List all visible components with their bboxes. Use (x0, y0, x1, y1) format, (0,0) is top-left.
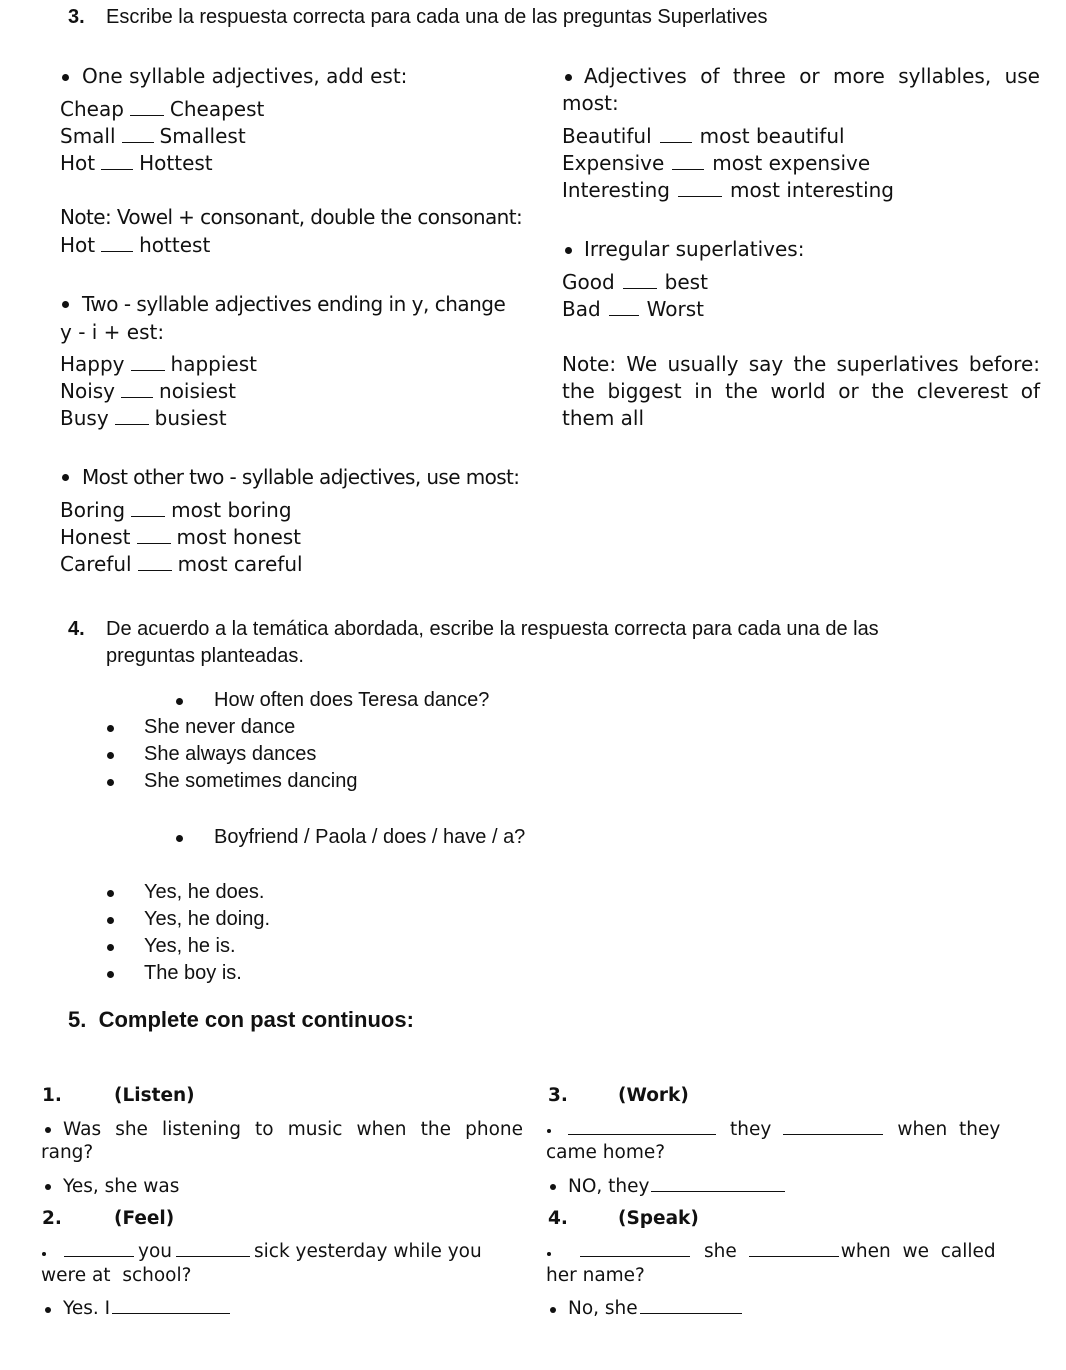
adj-row: Happy happiest (60, 352, 257, 376)
bullet (565, 247, 572, 254)
answer-blank[interactable] (115, 424, 149, 425)
adj-row: Beautiful most beautiful (562, 124, 845, 148)
superlative-note: the biggest in the world or the cleverest of (562, 379, 1040, 403)
item-4-verb: (Speak) (618, 1208, 699, 1229)
item-2-answer: Yes. I (63, 1298, 234, 1319)
answer-blank[interactable] (176, 1256, 250, 1257)
adj-row: Good best (562, 270, 708, 294)
answer-option[interactable]: Yes, he is. (144, 935, 236, 957)
item-2-question-cont: were at school? (41, 1265, 192, 1286)
item-2-number: 2. (42, 1208, 62, 1229)
three-syllable-heading: Adjectives of three or more syllables, use (584, 64, 1040, 88)
bullet (107, 917, 114, 924)
adj-row: Careful most careful (60, 552, 303, 576)
bullet (42, 1252, 46, 1256)
answer-blank[interactable] (121, 397, 153, 398)
adj-row: Hot hottest (60, 233, 211, 257)
bullet (550, 1307, 556, 1313)
answer-blank[interactable] (749, 1256, 839, 1257)
answer-option[interactable]: She always dances (144, 743, 317, 765)
answer-blank[interactable] (609, 315, 639, 316)
s3-title: Escribe la respuesta correcta para cada una de las preguntas Superlatives (106, 6, 768, 28)
adj-row: Busy busiest (60, 406, 227, 430)
bullet (550, 1184, 556, 1190)
answer-blank[interactable] (678, 196, 722, 197)
s4-number: 4. (68, 618, 85, 640)
s5-title: 5. Complete con past continuos: (68, 1007, 414, 1032)
bullet (107, 971, 114, 978)
adj-row: Bad Worst (562, 297, 704, 321)
item-4-answer: No, she (568, 1298, 746, 1319)
adj-row: Honest most honest (60, 525, 302, 549)
bullet (547, 1252, 551, 1256)
bullet (62, 301, 69, 308)
item-4-number: 4. (548, 1208, 568, 1229)
bullet (107, 890, 114, 897)
item-1-question-cont: rang? (41, 1142, 94, 1163)
bullet (176, 698, 183, 705)
item-3-question-cont: came home? (546, 1142, 666, 1163)
item-1-verb: (Listen) (114, 1085, 195, 1106)
s4-title: De acuerdo a la temática abordada, escribe la respuesta correcta para cada una de las (106, 618, 879, 640)
answer-blank[interactable] (130, 115, 164, 116)
bullet (107, 944, 114, 951)
s3-number: 3. (68, 6, 85, 28)
answer-option[interactable]: She never dance (144, 716, 296, 738)
bullet (107, 779, 114, 786)
three-syllable-heading-cont: most: (562, 91, 619, 115)
answer-blank[interactable] (660, 142, 692, 143)
question-2: Boyfriend / Paola / does / have / a? (214, 826, 526, 848)
superlative-note: them all (562, 406, 645, 430)
item-3-verb: (Work) (618, 1085, 689, 1106)
adj-row: Expensive most expensive (562, 151, 871, 175)
answer-option[interactable]: Yes, he does. (144, 881, 265, 903)
answer-blank[interactable] (122, 142, 154, 143)
item-1-question: Was she listening to music when the phone (63, 1119, 523, 1140)
answer-blank[interactable] (101, 169, 133, 170)
irregular-heading: Irregular superlatives: (584, 237, 805, 261)
bullet (45, 1307, 51, 1313)
answer-blank[interactable] (138, 570, 172, 571)
answer-blank[interactable] (101, 251, 133, 252)
answer-option[interactable]: The boy is. (144, 962, 242, 984)
item-1-number: 1. (42, 1085, 62, 1106)
bullet (62, 74, 69, 81)
two-syllable-y-heading-cont: y - i + est: (60, 320, 165, 344)
adj-row: Cheap Cheapest (60, 97, 265, 121)
bullet (107, 725, 114, 732)
item-2-verb: (Feel) (114, 1208, 175, 1229)
answer-blank[interactable] (64, 1256, 134, 1257)
answer-blank[interactable] (131, 370, 165, 371)
answer-blank[interactable] (783, 1134, 883, 1135)
item-4-question: she when we called (580, 1241, 996, 1262)
adj-row: Interesting most interesting (562, 178, 894, 202)
answer-option[interactable]: Yes, he doing. (144, 908, 271, 930)
adj-row: Hot Hottest (60, 151, 213, 175)
bullet (45, 1127, 51, 1133)
bullet (176, 835, 183, 842)
question-1: How often does Teresa dance? (214, 689, 490, 711)
answer-blank[interactable] (651, 1191, 785, 1192)
bullet (45, 1184, 51, 1190)
answer-blank[interactable] (112, 1313, 230, 1314)
two-syllable-y-heading: Two - syllable adjectives ending in y, change (82, 292, 506, 316)
superlative-note: Note: We usually say the superlatives before: (562, 352, 1040, 376)
vowel-consonant-note: Note: Vowel + consonant, double the consonant: (60, 205, 523, 229)
bullet (62, 474, 69, 481)
s4-title-cont: preguntas planteadas. (106, 645, 304, 667)
bullet (107, 752, 114, 759)
answer-blank[interactable] (131, 516, 165, 517)
bullet (547, 1129, 551, 1133)
item-4-question-cont: her name? (546, 1265, 645, 1286)
answer-blank[interactable] (672, 169, 704, 170)
answer-option[interactable]: She sometimes dancing (144, 770, 358, 792)
answer-blank[interactable] (568, 1134, 716, 1135)
answer-blank[interactable] (623, 288, 657, 289)
other-two-syllable-heading: Most other two - syllable adjectives, use most: (82, 465, 520, 489)
answer-blank[interactable] (580, 1256, 690, 1257)
item-2-question: you sick yesterday while you (64, 1241, 482, 1262)
item-3-question: they when they (568, 1119, 1028, 1140)
item-3-answer: NO, they (568, 1176, 789, 1197)
adj-row: Small Smallest (60, 124, 246, 148)
adj-row: Noisy noisiest (60, 379, 237, 403)
bullet (565, 74, 572, 81)
one-syllable-heading: One syllable adjectives, add est: (82, 64, 408, 88)
answer-blank[interactable] (640, 1313, 742, 1314)
answer-blank[interactable] (137, 543, 171, 544)
item-3-number: 3. (548, 1085, 568, 1106)
item-1-answer: Yes, she was (63, 1176, 180, 1197)
adj-row: Boring most boring (60, 498, 292, 522)
